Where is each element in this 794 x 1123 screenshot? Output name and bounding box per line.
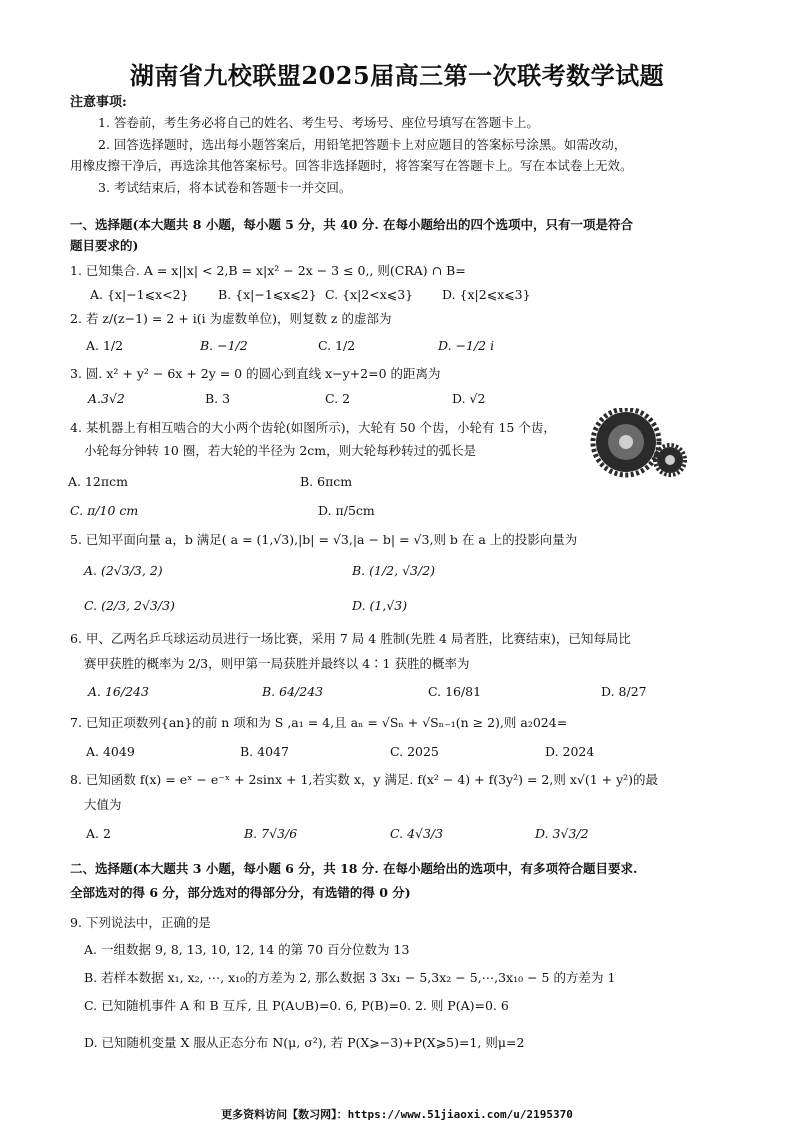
question-9-option-d: D. 已知随机变量 X 服从正态分布 N(μ, σ²), 若 P(X⩾−3)+P(X⩾5)=1, 则μ=2 (84, 1035, 525, 1050)
notice-item-3: 3. 考试结束后，将本试卷和答题卡一并交回。 (98, 180, 352, 195)
question-3-option-c: C. 2 (325, 391, 351, 406)
question-7-option-c: C. 2025 (390, 744, 439, 759)
question-5-option-d: D. (1,√3) (352, 598, 408, 613)
question-1-stem: 1. 已知集合. A = x||x| < 2,B = x|x² − 2x − 3 ≤ 0,, 则(CRA) ∩ B= (70, 263, 466, 278)
question-4-option-a: A. 12πcm (68, 474, 128, 489)
question-3-stem: 3. 圆. x² + y² − 6x + 2y = 0 的圆心到直线 x−y+2=0 的距离为 (70, 366, 441, 381)
question-4-option-c: C. π/10 cm (70, 503, 139, 518)
footer-prefix: 更多资料访问【数习网】： (221, 1108, 348, 1121)
question-8-stem: 8. 已知函数 f(x) = eˣ − e⁻ˣ + 2sinx + 1,若实数 x，y 满足. f(x² − 4) + f(3y²) = 2,则 x√(1 + y²)的最 (70, 772, 659, 787)
notice-heading: 注意事项: (70, 95, 127, 110)
question-6-stem-cont: 赛甲获胜的概率为 2/3，则甲第一局获胜并最终以 4∶1 获胜的概率为 (84, 656, 470, 671)
section-1-heading: 一、选择题(本大题共 8 小题，每小题 5 分，共 40 分. 在每小题给出的四个选项中，只有一项是符合 (70, 217, 634, 232)
question-6-option-a: A. 16/243 (88, 684, 149, 699)
question-1-option-d: D. {x|2⩽x⩽3} (442, 287, 531, 302)
question-9-option-c: C. 已知随机事件 A 和 B 互斥, 且 P(A∪B)=0. 6, P(B)=0. 2. 则 P(A)=0. 6 (84, 998, 509, 1013)
question-5-option-a: A. (2√3/3, 2) (84, 563, 163, 578)
question-4-stem-cont: 小轮每分钟转 10 圈，若大轮的半径为 2cm，则大轮每秒转过的弧长是 (84, 443, 477, 458)
question-1-option-b: B. {x|−1⩽x⩽2} (218, 287, 317, 302)
section-2-heading-cont: 全部选对的得 6 分，部分选对的得部分分，有选错的得 0 分) (70, 885, 411, 900)
question-3-option-b: B. 3 (205, 391, 231, 406)
question-8-option-b: B. 7√3/6 (244, 826, 298, 841)
question-6-stem: 6. 甲、乙两名乒乓球运动员进行一场比赛，采用 7 局 4 胜制(先胜 4 局者胜，比赛结束)，已知每局比 (70, 631, 631, 646)
section-1-heading-cont: 题目要求的) (70, 238, 139, 253)
question-8-option-d: D. 3√3/2 (535, 826, 589, 841)
question-8-option-c: C. 4√3/3 (390, 826, 444, 841)
question-9-option-b: B. 若样本数据 x₁, x₂, ⋯, x₁₀的方差为 2, 那么数据 3 3x₁ − 5,3x₂ − 5,⋯,3x₁₀ − 5 的方差为 1 (84, 970, 616, 985)
question-8-option-a: A. 2 (86, 826, 111, 841)
question-2-stem: 2. 若 z/(z−1) = 2 + i(i 为虚数单位)，则复数 z 的虚部为 (70, 311, 392, 326)
section-2-heading: 二、选择题(本大题共 3 小题，每小题 6 分，共 18 分. 在每小题给出的选项中，有多项符合题目要求. (70, 861, 638, 876)
question-2-option-a: A. 1/2 (86, 338, 124, 353)
question-6-option-c: C. 16/81 (428, 684, 482, 699)
question-3-option-a: A.3√2 (88, 391, 125, 406)
exam-title: 湖南省九校联盟2025届高三第一次联考数学试题 (129, 61, 665, 90)
notice-item-2-cont: 用橡皮擦干净后，再选涂其他答案标号。回答非选择题时，将答案写在答题卡上。写在本试卷上无效。 (70, 158, 633, 173)
question-4-stem: 4. 某机器上有相互啮合的大小两个齿轮(如图所示)，大轮有 50 个齿，小轮有 15 个齿， (70, 420, 556, 435)
question-2-option-c: C. 1/2 (318, 338, 356, 353)
question-5-option-c: C. (2/3, 2√3/3) (84, 598, 175, 613)
notice-item-1: 1. 答卷前，考生务必将自己的姓名、考生号、考场号、座位号填写在答题卡上。 (98, 115, 539, 130)
large-gear-icon (593, 409, 659, 475)
question-5-stem: 5. 已知平面向量 a，b 满足( a = (1,√3),|b| = √3,|a − b| = √3,则 b 在 a 上的投影向量为 (70, 532, 578, 547)
question-1-option-c: C. {x|2<x⩽3} (325, 287, 414, 302)
question-2-option-d: D. −1/2 i (438, 338, 495, 353)
question-9-option-a: A. 一组数据 9, 8, 13, 10, 12, 14 的第 70 百分位数为 13 (84, 942, 410, 957)
footer-link[interactable]: https://www.51jiaoxi.com/u/2195370 (347, 1108, 573, 1121)
question-7-option-a: A. 4049 (86, 744, 135, 759)
question-5-option-b: B. (1/2, √3/2) (352, 563, 436, 578)
question-7-option-d: D. 2024 (545, 744, 595, 759)
question-2-option-b: B. −1/2 (200, 338, 248, 353)
question-3-option-d: D. √2 (452, 391, 486, 406)
question-4-option-d: D. π/5cm (318, 503, 375, 518)
question-7-stem: 7. 已知正项数列{an}的前 n 项和为 S ,a₁ = 4,且 aₙ = √Sₙ + √Sₙ₋₁(n ≥ 2),则 a₂024= (70, 715, 568, 730)
question-7-option-b: B. 4047 (240, 744, 289, 759)
question-1-option-a: A. {x|−1⩽x<2} (90, 287, 189, 302)
gears-figure (590, 408, 690, 478)
notice-item-2: 2. 回答选择题时，选出每小题答案后，用铅笔把答题卡上对应题目的答案标号涂黑。如需改动， (98, 137, 627, 152)
question-6-option-d: D. 8/27 (601, 684, 647, 699)
footer (0, 1106, 794, 1122)
small-gear-icon (655, 445, 685, 475)
question-9-stem: 9. 下列说法中，正确的是 (70, 915, 211, 930)
question-4-option-b: B. 6πcm (300, 474, 353, 489)
question-8-stem-cont: 大值为 (84, 797, 122, 812)
question-6-option-b: B. 64/243 (262, 684, 324, 699)
